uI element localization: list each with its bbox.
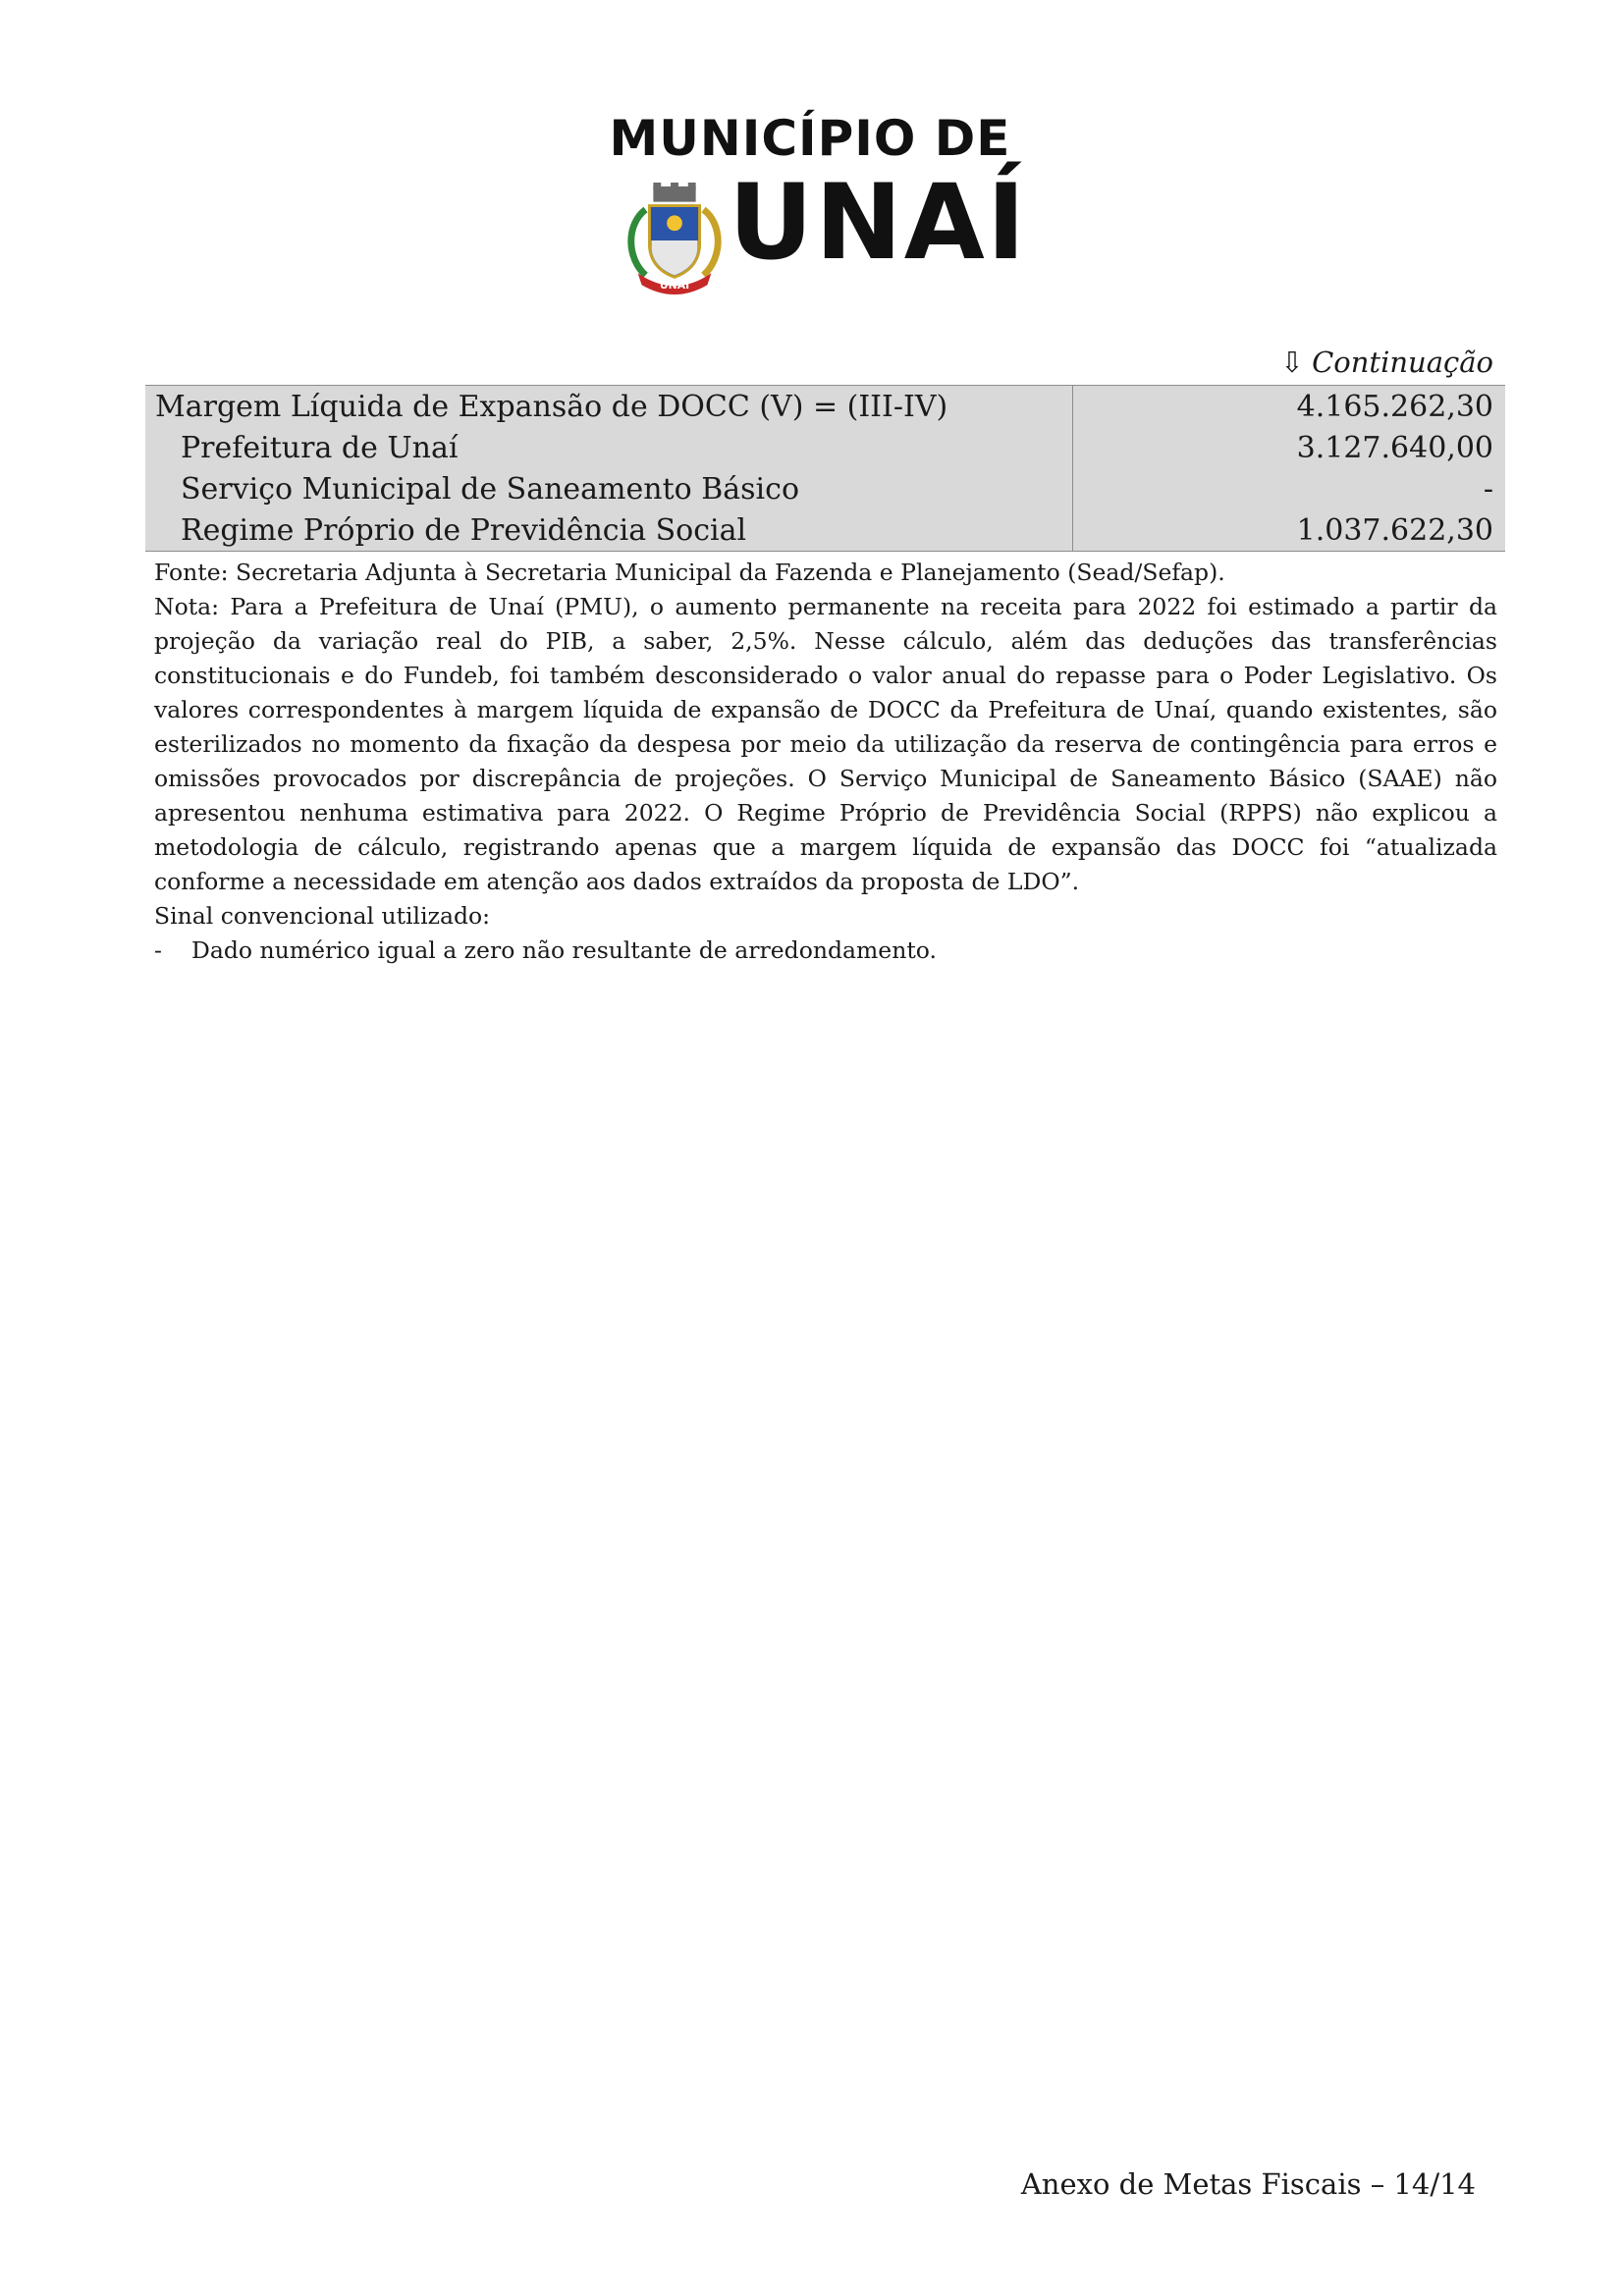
table-notes (154, 556, 1497, 968)
row-value: 4.165.262,30 (1073, 386, 1506, 428)
row-label: Serviço Municipal de Saneamento Básico (145, 468, 1073, 509)
row-value: 1.037.622,30 (1073, 509, 1506, 552)
crest-ribbon-text: UNAÍ (659, 279, 690, 293)
row-label: Margem Líquida de Expansão de DOCC (V) = (III-IV) (145, 386, 1073, 428)
legend-symbol: - (154, 936, 162, 964)
source-note: Fonte: Secretaria Adjunta à Secretaria Municipal da Fazenda e Planejamento (Sead/Sefap). (154, 559, 1225, 586)
continuation-label: Continuação (1312, 346, 1493, 379)
legend-title: Sinal convencional utilizado: (154, 902, 491, 930)
row-value: 3.127.640,00 (1296, 430, 1493, 465)
table-row (145, 386, 1505, 428)
row-label: Regime Próprio de Previdência Social (145, 509, 1073, 552)
legend-description: Dado numérico igual a zero não resultante de arredondamento. (191, 936, 937, 964)
logo-title-line1: MUNICÍPIO DE (609, 110, 1011, 167)
legend-item (154, 934, 1497, 968)
logo-title-line2: UNAÍ (729, 162, 1028, 283)
table-row (145, 468, 1505, 509)
page-footer: Anexo de Metas Fiscais – 14/14 (1020, 2167, 1476, 2201)
municipality-logo (609, 110, 1028, 296)
table-row (145, 427, 1505, 468)
row-value: - (1483, 471, 1493, 507)
continuation-marker (1280, 346, 1493, 379)
methodology-note: Nota: Para a Prefeitura de Unaí (PMU), o aumento permanente na receita para 2022 foi estimado a partir da projeção da variação real do PIB, a saber, 2,5%. Nesse cálculo, além das deduções das transferências constitucionais e do Fundeb, foi também desconsiderado o valor anual do repasse para o Poder Legislativo. Os valores correspondentes à margem líquida de expansão de DOCC da Prefeitura de Unaí, quando existentes, são esterilizados no momento da fixação da despesa por meio da utilização da reserva de contingência para erros e omissões provocados por discrepância de projeções. O Serviço Municipal de Saneamento Básico (SAAE) não apresentou nenhuma estimativa para 2022. O Regime Próprio de Previdência Social (RPPS) não explicou a metodologia de cálculo, registrando apenas que a margem líquida de expansão das DOCC foi “atualizada conforme a necessidade em atenção aos dados extraídos da proposta de LDO”. (154, 593, 1497, 895)
fiscal-margin-table (145, 385, 1505, 552)
row-label: Prefeitura de Unaí (145, 427, 1073, 468)
down-arrow-icon: ⇩ (1279, 346, 1305, 379)
coat-of-arms-icon (617, 181, 732, 296)
table-row (145, 509, 1505, 552)
